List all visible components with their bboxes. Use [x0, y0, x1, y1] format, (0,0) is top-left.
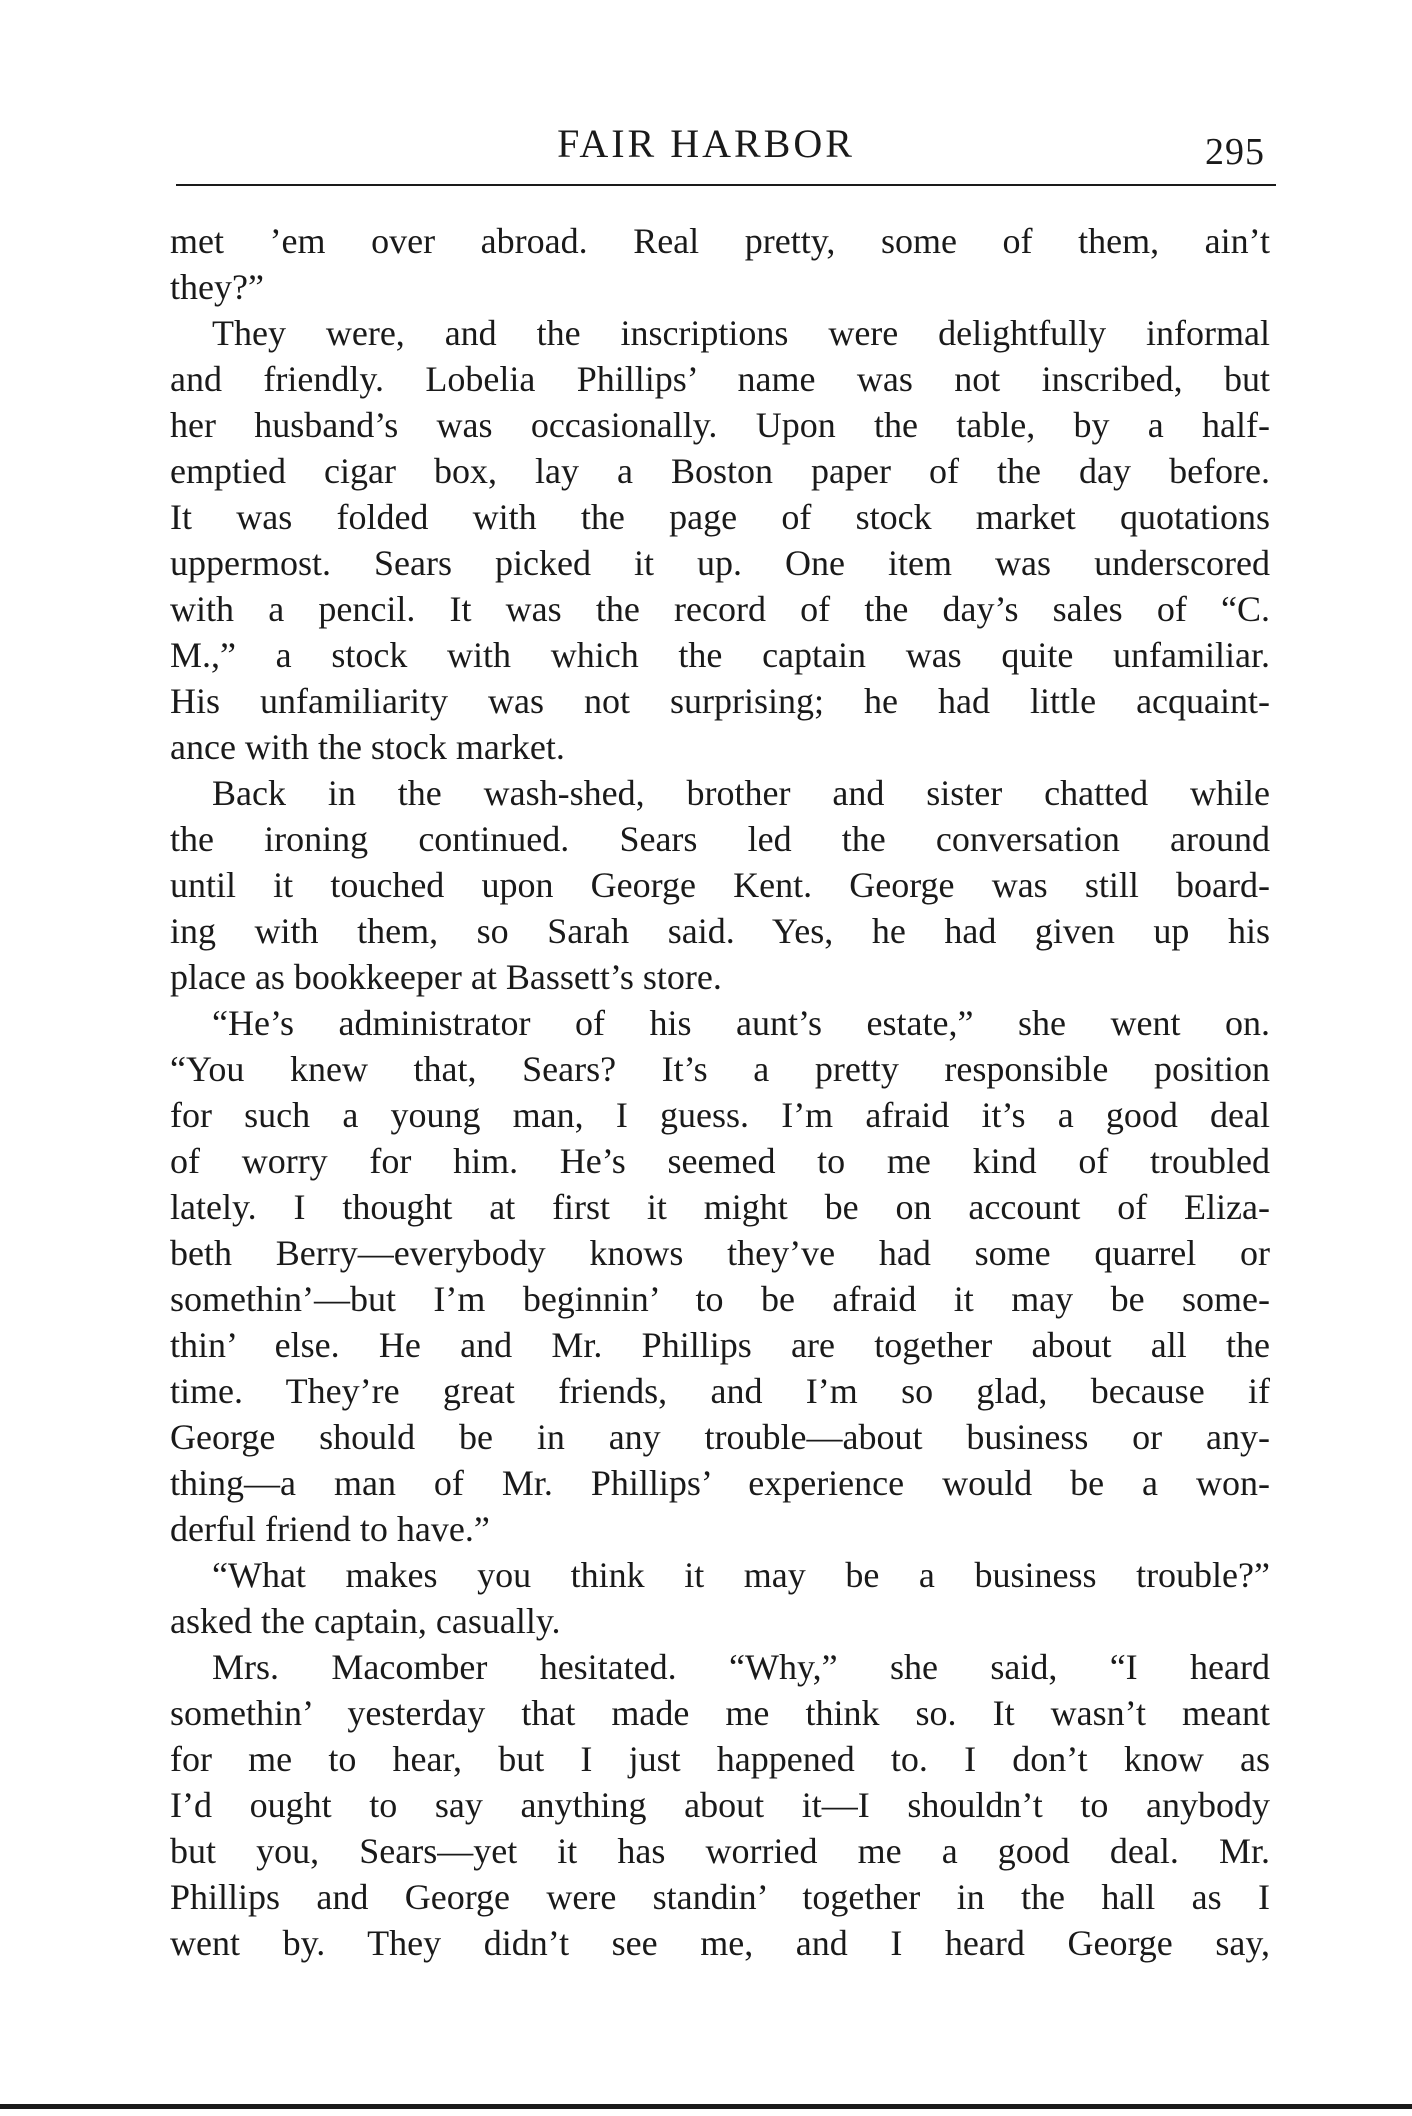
text-line: for me to hear, but I just happened to. I don’t know as [170, 1739, 1270, 1779]
text-line: and friendly. Lobelia Phillips’ name was not inscribed, but [170, 359, 1270, 399]
text-line: “You knew that, Sears? It’s a pretty responsible position [170, 1049, 1270, 1089]
text-line: ing with them, so Sarah said. Yes, he had given up his [170, 911, 1270, 951]
running-head [0, 120, 1412, 180]
text-line: Phillips and George were standin’ together in the hall as I [170, 1877, 1270, 1917]
running-title: FAIR HARBOR [557, 121, 855, 166]
text-line: beth Berry—everybody knows they’ve had some quarrel or [170, 1233, 1270, 1273]
text-line: I’d ought to say anything about it—I shouldn’t to anybody [170, 1785, 1270, 1825]
text-line: derful friend to have.” [170, 1509, 490, 1549]
text-line: but you, Sears—yet it has worried me a good deal. Mr. [170, 1831, 1270, 1871]
text-line: M.,” a stock with which the captain was quite unfamiliar. [170, 635, 1270, 675]
text-line: somethin’—but I’m beginnin’ to be afraid it may be some- [170, 1279, 1270, 1319]
text-line: thing—a man of Mr. Phillips’ experience would be a won- [170, 1463, 1270, 1503]
text-line: somethin’ yesterday that made me think so. It wasn’t meant [170, 1693, 1270, 1733]
text-line: emptied cigar box, lay a Boston paper of the day before. [170, 451, 1270, 491]
text-line: “What makes you think it may be a business trouble?” [212, 1555, 1270, 1595]
text-line: until it touched upon George Kent. George was still board- [170, 865, 1270, 905]
body-text [170, 218, 1270, 1966]
text-line: they?” [170, 267, 264, 307]
text-line: asked the captain, casually. [170, 1601, 561, 1641]
text-line: lately. I thought at first it might be on account of Eliza- [170, 1187, 1270, 1227]
text-line: her husband’s was occasionally. Upon the table, by a half- [170, 405, 1270, 445]
text-line: It was folded with the page of stock market quotations [170, 497, 1270, 537]
page-number: 295 [1205, 131, 1265, 173]
text-line: Mrs. Macomber hesitated. “Why,” she said, “I heard [212, 1647, 1270, 1687]
text-line: ance with the stock market. [170, 727, 565, 767]
text-line: They were, and the inscriptions were delightfully informal [212, 313, 1270, 353]
text-line: Back in the wash-shed, brother and sister chatted while [212, 773, 1270, 813]
text-line: went by. They didn’t see me, and I heard George say, [170, 1923, 1270, 1963]
header-rule [176, 184, 1276, 186]
text-line: of worry for him. He’s seemed to me kind of troubled [170, 1141, 1270, 1181]
text-line: with a pencil. It was the record of the day’s sales of “C. [170, 589, 1270, 629]
text-line: place as bookkeeper at Bassett’s store. [170, 957, 722, 997]
text-line: the ironing continued. Sears led the conversation around [170, 819, 1270, 859]
text-line: thin’ else. He and Mr. Phillips are together about all the [170, 1325, 1270, 1365]
text-line: time. They’re great friends, and I’m so glad, because if [170, 1371, 1270, 1411]
text-line: uppermost. Sears picked it up. One item was underscored [170, 543, 1270, 583]
text-line: “He’s administrator of his aunt’s estate,” she went on. [212, 1003, 1270, 1043]
text-line: for such a young man, I guess. I’m afraid it’s a good deal [170, 1095, 1270, 1135]
text-line: George should be in any trouble—about business or any- [170, 1417, 1270, 1457]
text-line: His unfamiliarity was not surprising; he had little acquaint- [170, 681, 1270, 721]
text-line: met ’em over abroad. Real pretty, some of them, ain’t [170, 221, 1270, 261]
page-bottom-edge [0, 2104, 1412, 2109]
